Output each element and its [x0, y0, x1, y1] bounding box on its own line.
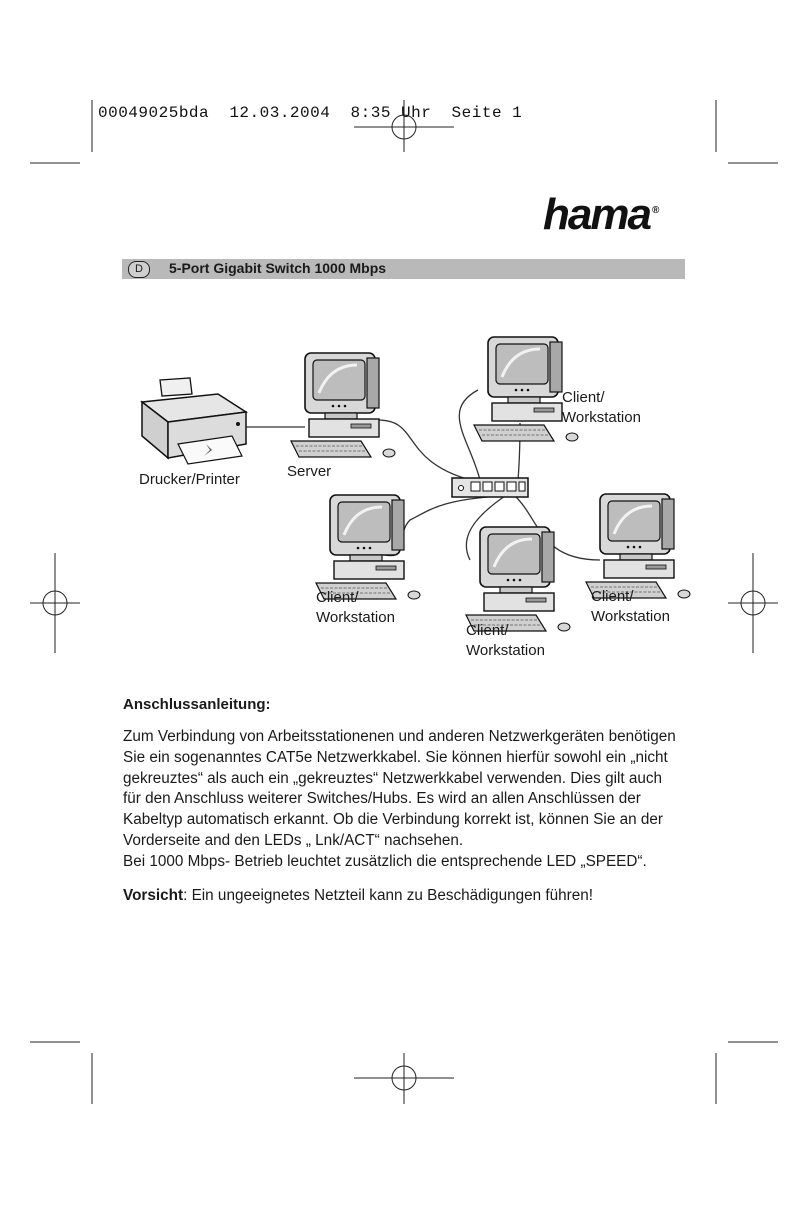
printer-icon [142, 378, 246, 464]
client-left-label-line2: Workstation [316, 609, 395, 626]
client-left-label-line1: Client/ [316, 589, 359, 606]
client-middle-label-line2: Workstation [466, 642, 545, 659]
switch-icon [452, 478, 528, 497]
client-top-label-line2: Workstation [562, 409, 641, 426]
client-right-label-line2: Workstation [591, 608, 670, 625]
warning-note [123, 887, 593, 905]
client-middle-computer-icon [466, 527, 570, 631]
client-middle-label-line1: Client/ [466, 622, 509, 639]
instructions-paragraph [123, 727, 703, 873]
paragraph-line: Kabeltyp automatisch erkannt. Ob die Verbindung korrekt ist, können Sie an der [123, 811, 663, 829]
paragraph-line: Bei 1000 Mbps- Betrieb leuchtet zusätzlich die entsprechende LED „SPEED“. [123, 852, 647, 870]
client-right-computer-icon [586, 494, 690, 598]
client-right-label-line1: Client/ [591, 588, 634, 605]
registered-mark: ® [651, 205, 660, 217]
language-badge: D [128, 261, 150, 278]
printer-label: Drucker/Printer [139, 471, 240, 488]
server-label: Server [287, 463, 332, 480]
paragraph-line: Zum Verbindung von Arbeitsstationenen und anderen Netzwerkgeräten benötigen [123, 728, 676, 745]
cable-top-client-switch [459, 390, 480, 480]
section-heading: Anschlussanleitung: [123, 696, 271, 713]
paragraph-line: gekreuztes“ als auch ein „gekreuztes“ Netzwerkkabel verwenden. Dies gilt auch [123, 769, 663, 787]
registration-mark-bottom [354, 1053, 454, 1104]
document-title: 5-Port Gigabit Switch 1000 Mbps [169, 260, 387, 276]
paragraph-line: Vorderseite and den LEDs „ Lnk/ACT“ nachsehen. [123, 831, 464, 849]
warning-text: : Ein ungeeignetes Netzteil kann zu Beschädigungen führen! [183, 887, 593, 904]
paragraph-line: Sie ein sogenanntes CAT5e Netzwerkkabel. Sie können hierfür sowohl ein „nicht [123, 748, 668, 766]
client-top-label-line1: Client/ [562, 389, 605, 406]
paragraph-line: für den Anschluss weiterer Switches/Hubs. Es wird an allen Anschlüssen der [123, 790, 641, 808]
server-computer-icon [291, 353, 395, 457]
print-slug: 00049025bda 12.03.2004 8:35 Uhr Seite 1 [98, 104, 523, 122]
client-left-computer-icon [316, 495, 420, 599]
warning-label: Vorsicht [123, 887, 184, 904]
logo-text: hama [543, 190, 650, 239]
